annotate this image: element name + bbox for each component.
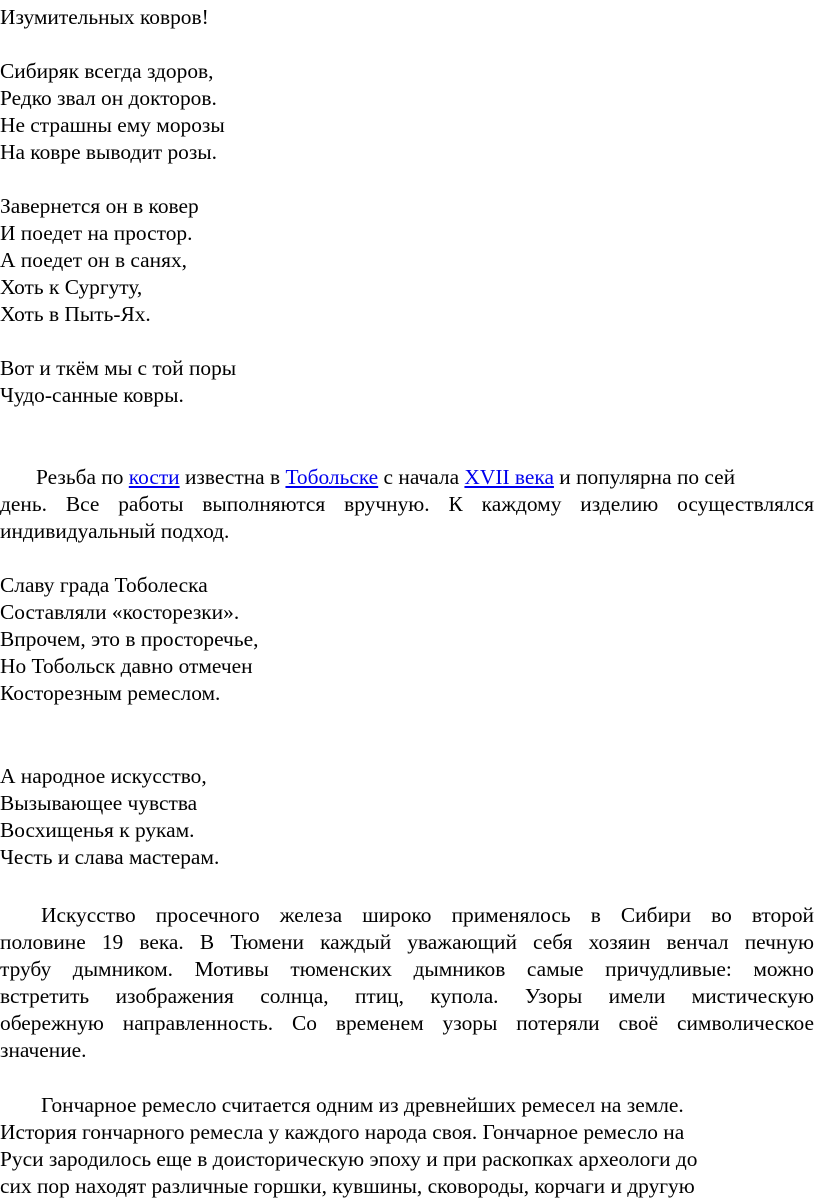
- link-tobolsk[interactable]: Тобольске: [285, 465, 379, 489]
- paragraph-line: индивидуальный подход.: [0, 519, 230, 543]
- paragraph-line: встретить изображения солнца, птиц, купола. Узоры имели мистическую: [0, 984, 814, 1008]
- poem-line: И поедет на простор.: [0, 221, 193, 245]
- link-17th-century[interactable]: XVII века: [464, 465, 554, 489]
- paragraph-line: трубу дымником. Мотивы тюменских дымников самые причудливые: можно: [0, 957, 814, 981]
- poem-line: Составляли «косторезки».: [0, 600, 240, 624]
- paragraph-line: [36, 464, 735, 491]
- poem-line: На ковре выводит розы.: [0, 140, 218, 164]
- link-bone[interactable]: кости: [128, 465, 180, 489]
- poem-line: Редко звал он докторов.: [0, 86, 217, 110]
- paragraph-line: Руси зародилось еще в доисторическую эпоху и при раскопках археологи до: [0, 1147, 698, 1171]
- poem-line: Славу града Тоболеска: [0, 573, 208, 597]
- paragraph-line: половине 19 века. В Тюмени каждый уважающий себя хозяин венчал печную: [0, 930, 814, 954]
- poem-line: Сибиряк всегда здоров,: [0, 59, 214, 83]
- paragraph-line: день. Все работы выполняются вручную. К каждому изделию осуществлялся: [0, 492, 814, 516]
- paragraph-text: с начала: [378, 465, 465, 489]
- paragraph-line: История гончарного ремесла у каждого народа своя. Гончарное ремесло на: [0, 1120, 685, 1144]
- paragraph-text: известна в: [179, 465, 286, 489]
- poem-line: А поедет он в санях,: [0, 248, 188, 272]
- paragraph-line: Гончарное ремесло считается одним из древнейших ремесел на земле.: [41, 1093, 684, 1117]
- poem-line: Но Тобольск давно отмечен: [0, 654, 253, 678]
- poem-line: Впрочем, это в просторечье,: [0, 627, 259, 651]
- poem-line: А народное искусство,: [0, 764, 207, 788]
- paragraph-line: обережную направленность. Со временем узоры потеряли своё символическое: [0, 1011, 814, 1035]
- paragraph-text: и популярна по сей: [553, 465, 736, 489]
- poem-line: Честь и слава мастерам.: [0, 845, 220, 869]
- poem-line: Не страшны ему морозы: [0, 113, 225, 137]
- poem-line: Вызывающее чувства: [0, 791, 198, 815]
- paragraph-text: Резьба по: [36, 465, 129, 489]
- poem-line: Изумительных ковров!: [0, 5, 209, 29]
- paragraph-line: значение.: [0, 1038, 87, 1062]
- poem-line: Хоть к Сургуту,: [0, 275, 143, 299]
- poem-line: Завернется он в ковер: [0, 194, 199, 218]
- poem-line: Хоть в Пыть-Ях.: [0, 302, 151, 326]
- poem-line: Восхищенья к рукам.: [0, 818, 195, 842]
- poem-line: Вот и ткём мы с той поры: [0, 356, 237, 380]
- paragraph-line: сих пор находят различные горшки, кувшины, сковороды, корчаги и другую: [0, 1174, 695, 1198]
- paragraph-line: Искусство просечного железа широко применялось в Сибири во второй: [41, 903, 814, 927]
- poem-line: Косторезным ремеслом.: [0, 681, 221, 705]
- poem-line: Чудо-санные ковры.: [0, 383, 184, 407]
